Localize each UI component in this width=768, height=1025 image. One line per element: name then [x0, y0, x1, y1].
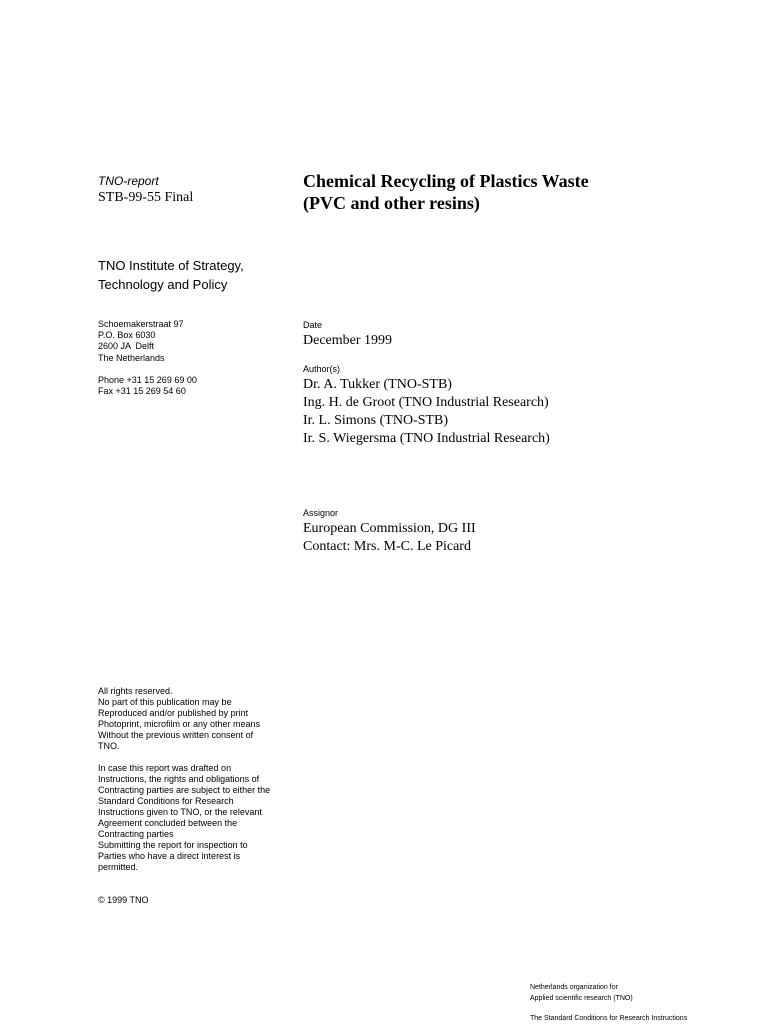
address-country: The Netherlands	[98, 352, 165, 363]
drafted-line: In case this report was drafted on	[98, 763, 232, 773]
authors-label: Author(s)	[303, 364, 341, 374]
drafted-line: Submitting the report for inspection to	[98, 840, 248, 850]
rights-line: Photoprint, microfilm or any other means	[98, 719, 261, 729]
authors-list	[303, 376, 550, 448]
fax-number: Fax +31 15 269 54 60	[98, 386, 186, 397]
assignor-block	[303, 520, 476, 556]
document-title	[303, 170, 589, 214]
institute-line-2: Technology and Policy	[98, 277, 228, 292]
assignor-name: European Commission, DG III	[303, 521, 476, 536]
drafted-line: Standard Conditions for Research	[98, 796, 234, 806]
report-label: TNO-report	[98, 174, 159, 188]
rights-line: No part of this publication may be	[98, 697, 232, 707]
date-value: December 1999	[303, 333, 393, 348]
footer-line-2: Applied scientific research (TNO)	[530, 994, 633, 1002]
rights-notice	[98, 686, 278, 752]
drafted-line: permitted.	[98, 862, 139, 872]
author-item: Dr. A. Tukker (TNO-STB)	[303, 377, 452, 392]
footer-line-1: Netherlands organization for	[530, 984, 618, 991]
rights-line: All rights reserved.	[98, 686, 173, 696]
drafted-line: Contracting parties	[98, 829, 174, 839]
address-box: P.O. Box 6030	[98, 330, 156, 341]
copyright-notice: © 1999 TNO	[98, 895, 149, 905]
drafted-line: Agreement concluded between the	[98, 818, 238, 828]
rights-line: Without the previous written consent of	[98, 730, 254, 740]
drafted-line: Parties who have a direct interest is	[98, 851, 241, 861]
title-line-1: Chemical Recycling of Plastics Waste	[303, 171, 589, 191]
assignor-contact: Contact: Mrs. M-C. Le Picard	[303, 539, 471, 554]
drafted-notice	[98, 763, 278, 873]
footer-line-3: The Standard Conditions for Research Instructions	[530, 1015, 688, 1022]
address-street: Schoemakerstraat 97	[98, 319, 184, 329]
phone-number: Phone +31 15 269 69 00	[98, 375, 197, 385]
institute-name	[98, 256, 244, 294]
institute-line-1: TNO Institute of Strategy,	[98, 258, 244, 273]
rights-line: Reproduced and/or published by print	[98, 708, 249, 718]
drafted-line: Instructions, the rights and obligations of	[98, 774, 260, 784]
footer-note	[530, 983, 687, 1025]
address-block	[98, 319, 184, 364]
address-city: 2600 JA Delft	[98, 341, 155, 352]
rights-line: TNO.	[98, 741, 120, 751]
drafted-line: Instructions given to TNO, or the relevant	[98, 807, 262, 817]
author-item: Ing. H. de Groot (TNO Industrial Research)	[303, 395, 549, 410]
author-item: Ir. L. Simons (TNO-STB)	[303, 413, 449, 428]
author-item: Ir. S. Wiegersma (TNO Industrial Research)	[303, 431, 550, 446]
report-number: STB-99-55 Final	[98, 190, 194, 205]
title-line-2: (PVC and other resins)	[303, 193, 480, 213]
date-label: Date	[303, 320, 323, 330]
contact-block	[98, 375, 197, 397]
drafted-line: Contracting parties are subject to either the	[98, 785, 271, 795]
assignor-label: Assignor	[303, 508, 339, 518]
